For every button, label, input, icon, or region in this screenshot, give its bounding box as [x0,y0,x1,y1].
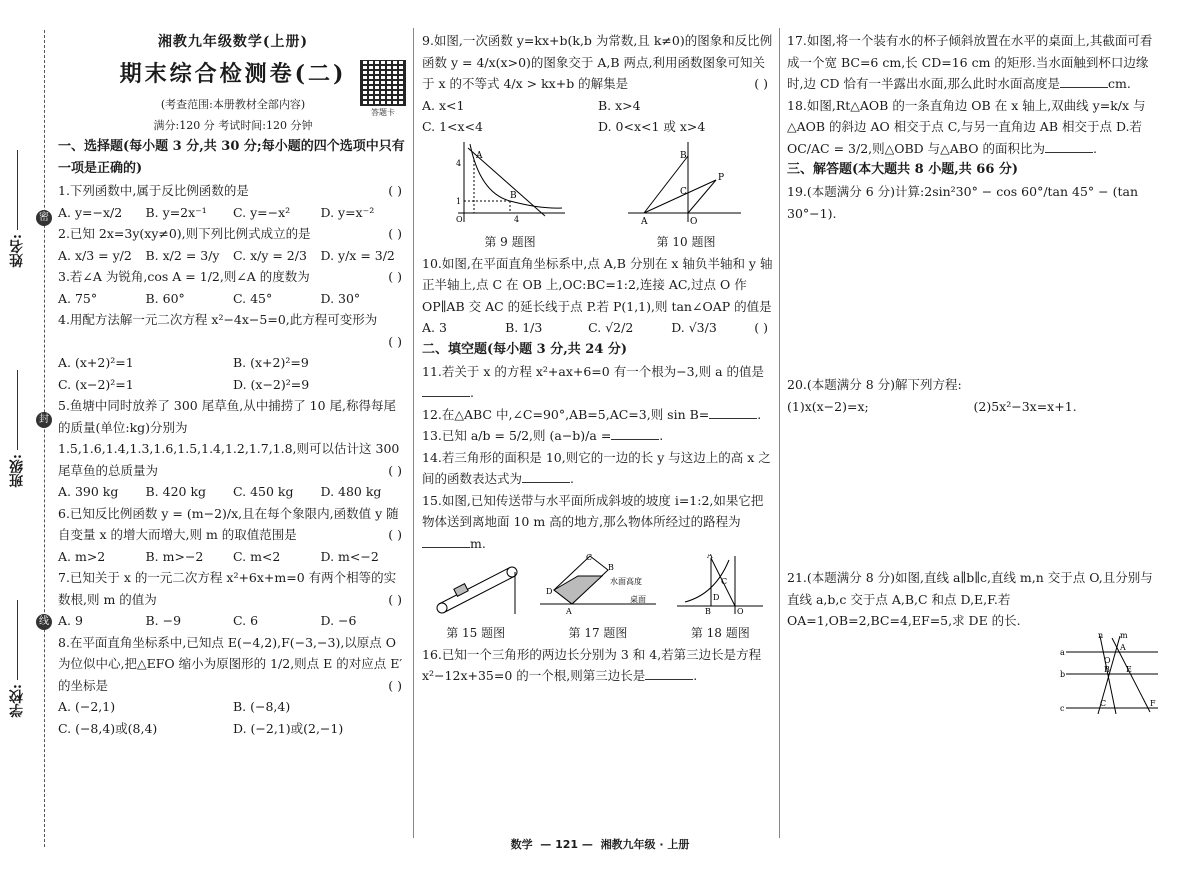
svg-text:E: E [1126,664,1132,674]
figure-21-parallel-lines [1060,632,1160,714]
svg-text:P: P [718,172,725,183]
svg-text:水面高度: 水面高度 [609,577,642,587]
figure-9-graph [450,138,570,226]
seal-mark: 密 [36,210,52,226]
answer-blank[interactable] [645,679,693,680]
figures-15-17-18 [422,554,774,643]
question-1: 1.下列函数中,属于反比例函数的是 ( ) A. y=−x/2 B. y=2x⁻¹ C. y=−x² D. y=x⁻² [58,183,402,220]
figure-10-graph [626,138,746,226]
question-17: 17.如图,将一个装有水的杯子倾斜放置在水平的桌面上,其截面可看成一个宽 BC=6 cm,长 CD=16 cm 的矩形.当水面触到杯口边缘时,边 CD 恰有一半露出水面,那么此时水面高度是 cm. [787,33,1153,91]
exam-scope: (考查范围:本册教材全部内容) [160,97,306,111]
question-4: 4.用配方法解一元二次方程 x²−4x−5=0,此方程可变形为 ( ) A. (x+2)²=1 B. (x+2)²=9 C. (x−2)²=1 D. (x−2)²=9 [58,312,402,392]
answer-blank[interactable] [422,547,470,548]
figure-17-cup [538,554,658,616]
svg-text:D: D [713,593,720,603]
svg-text:B: B [1104,664,1110,674]
question-3: 3.若∠A 为锐角,cos A = 1/2,则∠A 的度数为 ( ) A. 75° B. 60° C. 45° D. 30° [58,269,402,306]
question-9: 9.如图,一次函数 y=kx+b(k,b 为常数,且 k≠0)的图象和反比例函数 y = 4/x(x>0)的图象交于 A,B 两点,利用函数图象可知关于 x 的不等式 4/x > kx+b 的解集是 ( ) A. x<1 B. x>4 C. 1<x<4 D. 0<x<1 或 x>4 [422,33,773,134]
svg-text:B: B [510,190,517,201]
figure-15-conveyor [431,554,521,616]
column-divider [413,28,414,838]
answer-blank[interactable] [611,439,659,440]
svg-text:A: A [476,150,483,161]
name-field[interactable]: 姓名: [6,150,28,267]
question-15: 15.如图,已知传送带与水平面所成斜坡的坡度 i=1:2,如果它把物体送到离地面 10 m 高的地方,那么物体所经过的路程为m. [422,492,764,551]
question-12: 12.在△ABC 中,∠C=90°,AB=5,AC=3,则 sin B= . [422,406,762,422]
question-8: 8.在平面直角坐标系中,已知点 E(−4,2),F(−3,−3),以原点 O 为位似中心,把△EFO 缩小为原图形的 1/2,则点 E 的对应点 E′ 的坐标是 ( ) A. (−2,1) B. (−8,4) C. (−8,4)或(8,4) D. (−2,1)或(2,−1) [58,634,403,736]
exam-header [58,30,408,136]
section-title: 三、解答题(本大题共 8 小题,共 66 分) [787,162,1019,177]
series-title: 湘教九年级数学(上册) [157,34,309,50]
answer-blank[interactable] [422,396,470,397]
seal-mark: 线 [36,614,52,630]
svg-text:B: B [607,563,614,573]
svg-text:4: 4 [456,158,462,168]
svg-text:c: c [1060,703,1065,713]
section-title: 一、选择题(每小题 3 分,共 30 分;每小题的四个选项中只有一项是正确的) [58,138,405,177]
question-13: 13.已知 a/b = 5/2,则 (a−b)/a = . [422,428,664,444]
question-21: 21.(本题满分 8 分)如图,直线 a∥b∥c,直线 m,n 交于点 O,且分别与直线 a,b,c 交于点 A,B,C 和点 D,E,F.若 OA=1,OB=2,BC=4,EF=5,求 DE 的长. [787,570,1153,629]
question-6: 6.已知反比例函数 y = (m−2)/x,且在每个象限内,函数值 y 随自变量 x 的增大而增大,则 m 的取值范围是 ( ) A. m>2 B. m>−2 C. m<2 D. m<−2 [58,505,402,564]
svg-text:A: A [1120,642,1126,652]
svg-text:A: A [565,607,572,617]
figure-17: D A C B 水面高度 桌面 第 17 题图 [538,554,658,643]
column-middle [422,30,774,687]
answer-space[interactable] [787,224,1160,374]
figure-9: A B 1 4 O 4 第 9 题图 [450,138,570,253]
question-2: 2.已知 2x=3y(xy≠0),则下列比例式成立的是 ( ) A. x/3 = y/2 B. x/2 = 3/y C. x/y = 2/3 D. y/x = 3/2 [58,226,402,263]
svg-text:a: a [1060,647,1065,657]
binding-margin [0,0,60,877]
cut-line [44,30,45,847]
question-11: 11.若关于 x 的方程 x²+ax+6=0 有一个根为−3,则 a 的值是. [422,363,765,401]
answer-blank[interactable] [1045,152,1093,153]
page-footer: 数学 — 121 — 湘教九年级 · 上册 [510,838,690,851]
figure-18: A B O C D 第 18 题图 [675,554,765,643]
svg-text:D: D [545,587,553,597]
svg-text:B: B [680,150,687,161]
page-title: 期末综合检测卷(二) [119,61,347,88]
svg-text:A: A [707,554,714,561]
answer-blank[interactable] [522,482,570,483]
qr-code-icon [360,60,406,106]
exam-score-time: 满分:120 分 考试时间:120 分钟 [153,118,313,132]
question-14: 14.若三角形的面积是 10,则它的一边的长 y 与这边上的高 x 之间的函数表达式为 . [422,449,771,487]
answer-blank[interactable] [709,418,757,419]
svg-text:b: b [1060,669,1066,679]
class-field[interactable]: 班级: [6,370,28,487]
question-16: 16.已知一个三角形的两边长分别为 3 和 4,若第三边长是方程 x²−12x+35=0 的一个根,则第三边长是 . [422,646,762,684]
svg-text:桌面: 桌面 [629,595,646,605]
svg-text:n: n [1098,631,1104,640]
figure-21 [787,632,1160,721]
svg-text:A: A [641,216,648,226]
qr-code[interactable]: 答题卡 [360,60,406,118]
column-left [58,30,408,739]
seal-mark: 封 [36,412,52,428]
svg-text:O: O [456,214,463,224]
answer-blank[interactable] [1060,87,1108,88]
svg-text:4: 4 [514,214,520,224]
svg-text:m: m [1120,631,1128,640]
column-right [787,30,1160,720]
question-7: 7.已知关于 x 的一元二次方程 x²+6x+m=0 有两个相等的实数根,则 m 的值为 ( ) A. 9 B. −9 C. 6 D. −6 [58,570,402,629]
section-title: 二、填空题(每小题 3 分,共 24 分) [422,341,628,357]
svg-text:1: 1 [456,196,462,206]
svg-text:C: C [721,577,728,587]
question-20: 20.(本题满分 8 分)解下列方程: (1)x(x−2)=x; (2)5x²−3x=x+1. [787,377,1077,414]
answer-space[interactable] [787,417,1160,567]
svg-text:F: F [1150,698,1156,708]
svg-text:O: O [690,216,698,226]
svg-text:C: C [1100,698,1107,708]
svg-text:O: O [1104,655,1111,665]
svg-text:C: C [680,186,687,197]
figure-10: A B C P O 第 10 题图 [626,138,746,253]
question-19: 19.(本题满分 6 分)计算:2sin²30° − cos 60°/tan 45° − (tan 30°−1). [787,184,1139,221]
svg-text:O: O [737,607,744,617]
question-5: 5.鱼塘中同时放养了 300 尾草鱼,从中捕捞了 10 尾,称得每尾的质量(单位:kg)分别为 1.5,1.6,1.4,1.3,1.6,1.5,1.4,1.2,1.7,1.8,则可以估计这 300 尾草鱼的总质量为 ( ) A. 390 kg B. 420 kg C. 450 kg D. 480 kg [58,398,402,500]
svg-text:C: C [585,554,593,563]
figure-15: 第 15 题图 [431,554,521,643]
svg-text:B: B [705,607,712,617]
question-18: 18.如图,Rt△AOB 的一条直角边 OB 在 x 轴上,双曲线 y=k/x 与△AOB 的斜边 AO 相交于点 C,与另一直角边 AB 相交于点 D.若 OC/AC = 3/2,则△OBD 与△ABO 的面积比为 . [787,97,1146,156]
figures-9-10 [422,138,774,253]
figure-18-hyperbola [675,554,765,616]
column-divider [779,28,780,838]
school-field[interactable]: 学校: [6,600,28,717]
question-10: 10.如图,在平面直角坐标系中,点 A,B 分别在 x 轴负半轴和 y 轴正半轴上,点 C 在 OB 上,OC:BC=1:2,连接 AC,过点 O 作 OP∥AB 交 AC 的延长线于点 P.若 P(1,1),则 tan∠OAP 的值是 ( ) A. 3 B. 1/3 C. √2/2 D. √3/3 [422,255,773,336]
